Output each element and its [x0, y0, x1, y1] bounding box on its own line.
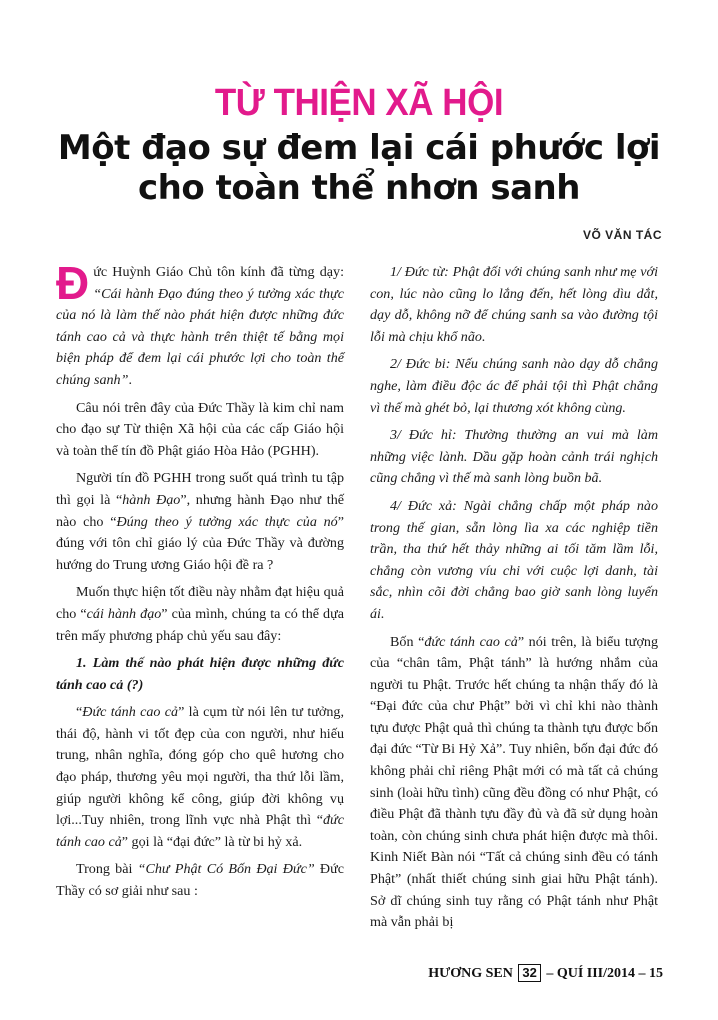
- text-run: ” là cụm từ nói lên tư tưởng, thái độ, hành vi tốt đẹp của con người, như hiếu trung, nhân nghĩa, đóng góp cho quê hương cho đạo pháp, thương yêu mọi người, tha thứ lỗi lầm, giúp người không kể công, giúp đời không vụ lợi...Tuy nhiên, trong lĩnh vực nhà Phật thì “: [56, 704, 344, 829]
- text-run: Đức Thầy có sơ giải như sau :: [56, 861, 344, 900]
- issue-number-box: 32: [518, 964, 540, 982]
- italic-run: đức tánh cao cả: [56, 812, 344, 850]
- virtue-3: [370, 425, 658, 490]
- article-title-line-1: Một đạo sự đem lại cái phước lợi: [57, 128, 661, 168]
- text-run: Bốn “: [390, 633, 425, 650]
- italic-run: 1/ Đức từ: Phật đối với chúng sanh như mẹ với con, lúc nào cũng lo lắng đến, hết lòng dìu dắt, dạy dỗ, không nỡ để chúng sanh sa vào đường tội lỗi mà chịu khổ não.: [370, 264, 658, 345]
- virtue-4: [370, 496, 658, 626]
- section-kicker: TỪ THIỆN XÃ HỘI: [214, 82, 504, 124]
- text-run: ” nói trên, là biểu tượng của “chân tâm, Phật tánh” là hướng nhắm của người tu Phật. Trước hết chúng ta nhận thấy đó là “Đại đức của chư Phật” bởi vì chỉ khi nào thành tựu được Phật quả thì chúng ta thành tựu được bốn đại đức “Từ Bi Hỷ Xả”. Tuy nhiên, bốn đại đức đó không phải chỉ riêng Phật mới có mà tất cả chúng sinh (loài hữu tình) cũng đều đồng có như Phật, có điều Phật đã thành tựu đầy đủ và đã sử dụng hoàn toàn, còn chúng sinh chưa phát hiện được mà thôi. Kinh Niết Bàn nói “Tất cả chúng sinh đều có tánh Phật” (nhất thiết chúng sinh giai hữu Phật tánh). Sở dĩ chúng sinh tuy rằng có Phật tánh như Phật mà vẫn phải bị: [370, 633, 658, 931]
- drop-cap: Đ: [56, 257, 90, 309]
- italic-run: đức tánh cao cả: [424, 633, 518, 650]
- paragraph-7: [370, 632, 658, 934]
- paragraph-1: [56, 257, 344, 392]
- virtue-2: [370, 354, 658, 419]
- page-footer: [428, 964, 663, 982]
- paragraph-3: [56, 468, 344, 576]
- italic-run: hành Đạo: [122, 491, 181, 508]
- author-byline: VÕ VĂN TÁC: [582, 228, 662, 242]
- paragraph-5: [56, 702, 344, 853]
- text-run: ”, nhưng hành Đạo như thế nào cho “: [56, 491, 344, 530]
- text-run: “: [76, 704, 83, 721]
- text-run: ” gọi là “đại đức” là từ bi hỷ xả.: [121, 833, 303, 850]
- paragraph-6: [56, 859, 344, 902]
- text-run: ” của mình, chúng ta có thể dựa trên mấy phương pháp chủ yếu sau đây:: [56, 605, 344, 644]
- text-run: ” đúng với tôn chỉ giáo lý của Đức Thầy và đường hướng do Trung ương Giáo hội đề ra ?: [56, 513, 344, 573]
- issue-text: – QUÍ III/2014 – 15: [546, 966, 663, 981]
- text-run: Người tín đồ PGHH trong suốt quá trình tu tập thì gọi là “: [56, 470, 344, 508]
- article-title-line-2: cho toàn thể nhơn sanh: [138, 168, 580, 208]
- italic-run: Đúng theo ý tưởng xác thực của nó: [116, 513, 338, 530]
- right-column: [370, 262, 658, 940]
- text-run: Muốn thực hiện tốt điều này nhằm đạt hiệu quả cho “: [56, 584, 344, 622]
- italic-run: 3/ Đức hỉ: Thường thường an vui mà làm những việc lành. Dầu gặp hoàn cảnh trái nghịch cũng chẳng vì thế mà sanh lòng buồn bã.: [370, 427, 658, 487]
- text-run: ức Huỳnh Giáo Chủ tôn kính đã từng dạy:: [93, 264, 344, 280]
- italic-run: Đức tánh cao cả: [82, 704, 179, 721]
- virtue-1: [370, 262, 658, 348]
- text-run: .: [128, 371, 132, 388]
- left-column: [56, 257, 344, 909]
- section-heading: 1. Làm thế nào phát hiện được những đức tánh cao cả (?): [56, 655, 344, 693]
- italic-run: “Chư Phật Có Bốn Đại Đức”: [137, 861, 315, 878]
- italic-run: cái hành đạo: [86, 605, 162, 622]
- quote-run: “Cái hành Đạo đúng theo ý tưởng xác thực của nó là làm thế nào phát hiện được những đức tánh cao cả và thực hành trên thiệt tế bằng mọi biện pháp để đem lại cái phước lợi cho toàn thể chúng sanh”: [56, 285, 344, 388]
- text-run: Trong bài: [76, 861, 138, 878]
- magazine-name: HƯƠNG SEN: [428, 966, 513, 981]
- italic-run: 4/ Đức xả: Ngài chẳng chấp một pháp nào trong thế gian, sẵn lòng lìa xa các nghiệp tiền trần, tha thứ hết thảy những ai tối tăm lầm lỗi, chẳng còn vương víu chi với cuộc lợi danh, tài sắc, nhìn cõi đời chẳng bao giờ sanh lòng luyến ái.: [370, 497, 658, 622]
- italic-run: 2/ Đức bi: Nếu chúng sanh nào dạy dỗ chẳng nghe, làm điều độc ác để phải tội thì Phật chẳng vì thế mà ghét bỏ, lại thương xót không cùng.: [370, 356, 658, 416]
- paragraph-4: [56, 582, 344, 647]
- paragraph-2: Câu nói trên đây của Đức Thầy là kim chỉ nam cho đạo sự Từ thiện Xã hội của các cấp Giáo hội và toàn thể tín đồ Phật giáo Hòa Hảo (PGHH).: [56, 399, 344, 459]
